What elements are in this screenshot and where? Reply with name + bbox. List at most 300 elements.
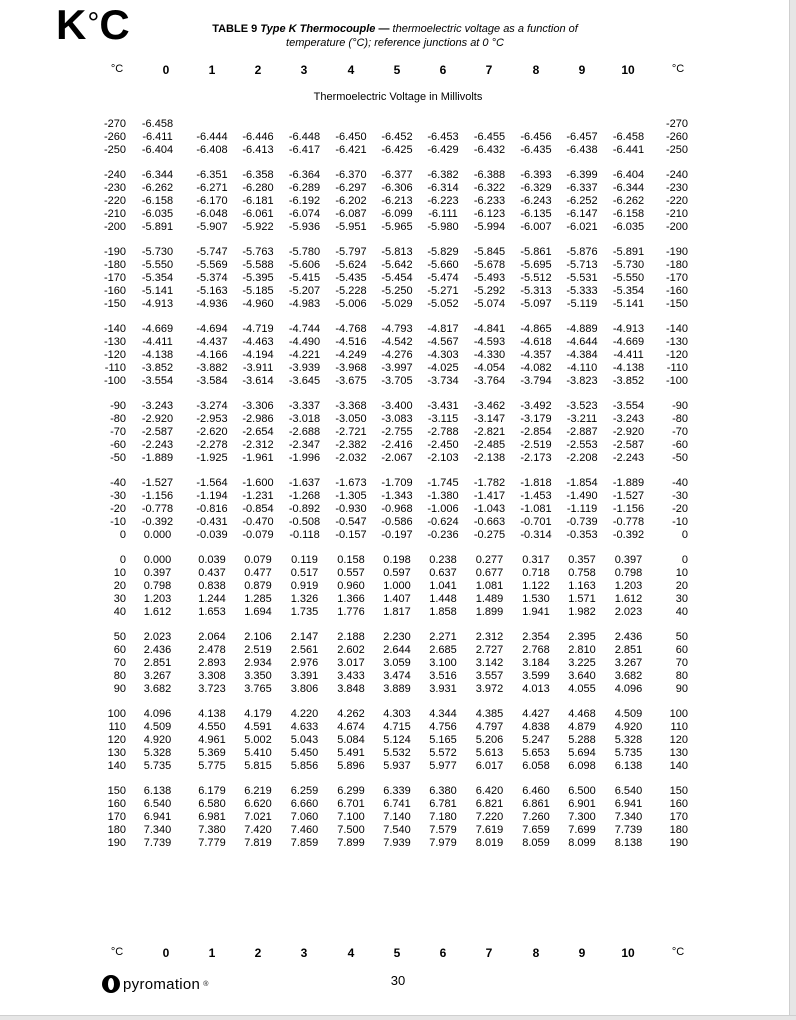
voltage-cell: -6.035 (141, 208, 174, 220)
voltage-cell: -2.654 (242, 426, 274, 438)
voltage-cell: 4.055 (568, 683, 596, 695)
voltage-cell: -4.913 (141, 298, 174, 310)
voltage-cell: -5.531 (566, 272, 598, 284)
voltage-cell: -6.074 (288, 208, 321, 220)
voltage-cell: 5.043 (290, 734, 319, 746)
voltage-cell: -6.213 (381, 195, 413, 207)
row-temp-right: 140 (669, 760, 688, 772)
voltage-cell: 6.941 (143, 811, 172, 823)
voltage-cell: 6.339 (383, 785, 411, 797)
voltage-cell: -5.052 (427, 298, 459, 310)
voltage-cell: 4.427 (522, 708, 550, 720)
voltage-cell: 8.019 (475, 837, 504, 849)
voltage-cell: 2.851 (614, 644, 643, 656)
voltage-cell: 1.817 (383, 606, 411, 618)
voltage-cell: -6.404 (141, 144, 174, 156)
voltage-cell: 2.106 (244, 631, 272, 643)
voltage-cell: -2.382 (335, 439, 367, 451)
voltage-cell: 6.901 (568, 798, 596, 810)
voltage-cell: -5.474 (427, 272, 459, 284)
voltage-cell: -2.688 (288, 426, 321, 438)
column-header-7: 7 (485, 946, 493, 960)
voltage-cell: -0.547 (335, 516, 367, 528)
voltage-cell: 0.437 (198, 567, 226, 579)
row-temp-left: -10 (110, 516, 126, 528)
voltage-cell: 4.838 (522, 721, 550, 733)
row-temp-right: 70 (675, 657, 688, 669)
voltage-cell: 5.328 (614, 734, 643, 746)
voltage-cell: -4.865 (520, 323, 552, 335)
table-row (0, 837, 688, 850)
voltage-cell: -3.852 (141, 362, 174, 374)
table-row (0, 400, 688, 413)
voltage-cell: -6.358 (242, 169, 274, 181)
voltage-cell: -5.922 (242, 221, 274, 233)
group-spacer (0, 234, 688, 246)
voltage-cell: -4.110 (566, 362, 598, 374)
voltage-cell: -6.444 (196, 131, 228, 143)
voltage-cell: -6.262 (612, 195, 645, 207)
voltage-cell: 4.468 (568, 708, 596, 720)
voltage-cell: -5.119 (566, 298, 598, 310)
voltage-cell: 5.896 (337, 760, 365, 772)
voltage-cell: 3.142 (475, 657, 504, 669)
table-row (0, 747, 688, 760)
voltage-cell: -6.425 (381, 144, 413, 156)
voltage-cell: 2.023 (143, 631, 172, 643)
row-temp-right: 130 (669, 747, 688, 759)
row-temp-right: -100 (665, 375, 688, 387)
unit-label-left: °C (110, 63, 124, 75)
voltage-cell: 3.059 (383, 657, 411, 669)
k-celsius-logo: K°C (56, 1, 129, 48)
row-temp-left: 130 (107, 747, 126, 759)
voltage-cell: 0.557 (337, 567, 365, 579)
table-row (0, 221, 688, 234)
voltage-cell: 0.517 (290, 567, 319, 579)
voltage-cell: -4.644 (566, 336, 598, 348)
voltage-cell: -6.306 (381, 182, 413, 194)
page-right-edge (789, 0, 796, 1020)
voltage-cell: -6.329 (520, 182, 552, 194)
voltage-cell: -1.637 (288, 477, 321, 489)
row-temp-right: -250 (665, 144, 688, 156)
row-temp-right: -50 (672, 452, 688, 464)
voltage-cell: -6.233 (473, 195, 506, 207)
voltage-cell: -3.645 (288, 375, 321, 387)
voltage-cell: 0.198 (383, 554, 411, 566)
voltage-cell: -2.519 (520, 439, 552, 451)
voltage-cell: -5.141 (612, 298, 645, 310)
voltage-cell: -1.417 (473, 490, 506, 502)
voltage-cell: 7.779 (198, 837, 226, 849)
row-temp-right: -190 (665, 246, 688, 258)
voltage-cell: 7.021 (244, 811, 272, 823)
row-temp-left: 50 (113, 631, 126, 643)
table-row (0, 323, 688, 336)
voltage-cell: 5.815 (244, 760, 272, 772)
voltage-cell: 4.920 (143, 734, 172, 746)
row-temp-right: -270 (665, 118, 688, 130)
voltage-cell: -0.739 (566, 516, 598, 528)
voltage-cell: -6.087 (335, 208, 367, 220)
voltage-cell: -3.794 (520, 375, 552, 387)
voltage-cell: -6.007 (520, 221, 552, 233)
voltage-cell: -4.082 (520, 362, 552, 374)
voltage-cell: -5.512 (520, 272, 552, 284)
voltage-cell: -1.343 (381, 490, 413, 502)
voltage-cell: -0.778 (612, 516, 645, 528)
voltage-cell: -1.156 (141, 490, 174, 502)
voltage-cell: -5.907 (196, 221, 228, 233)
voltage-cell: -6.393 (520, 169, 552, 181)
voltage-cell: -6.429 (427, 144, 459, 156)
voltage-cell: -5.936 (288, 221, 321, 233)
voltage-cell: -5.454 (381, 272, 413, 284)
voltage-cell: 3.682 (614, 670, 643, 682)
voltage-cell: 1.653 (198, 606, 226, 618)
voltage-cell: -3.997 (381, 362, 413, 374)
voltage-cell: -6.061 (242, 208, 274, 220)
voltage-cell: 5.002 (244, 734, 272, 746)
voltage-cell: 4.674 (337, 721, 365, 733)
table-row (0, 708, 688, 721)
table-subtitle: Thermoelectric Voltage in Millivolts (313, 91, 483, 103)
voltage-cell: 0.397 (143, 567, 172, 579)
voltage-cell: 0.357 (568, 554, 596, 566)
voltage-cell: -0.701 (520, 516, 552, 528)
table-row (0, 785, 688, 798)
voltage-cell: 0.597 (383, 567, 411, 579)
voltage-cell: 5.572 (429, 747, 457, 759)
row-temp-right: 180 (669, 824, 688, 836)
voltage-cell: 5.613 (475, 747, 504, 759)
voltage-cell: -1.961 (242, 452, 274, 464)
voltage-cell: -2.485 (473, 439, 506, 451)
voltage-cell: -3.911 (242, 362, 274, 374)
voltage-cell (189, 118, 235, 131)
voltage-cell: -6.404 (612, 169, 645, 181)
voltage-cell: 3.806 (290, 683, 319, 695)
voltage-cell: -4.357 (520, 349, 552, 361)
voltage-cell: -6.408 (196, 144, 228, 156)
voltage-cell: -6.223 (427, 195, 459, 207)
voltage-cell: 2.188 (337, 631, 365, 643)
voltage-cell: -3.243 (141, 400, 174, 412)
voltage-cell: 7.819 (244, 837, 272, 849)
table-row (0, 131, 688, 144)
voltage-cell: 2.436 (143, 644, 172, 656)
voltage-cell: -1.818 (520, 477, 552, 489)
voltage-cell: -5.797 (335, 246, 367, 258)
table-row (0, 490, 688, 503)
voltage-cell: 0.079 (244, 554, 272, 566)
voltage-cell: -0.892 (288, 503, 321, 515)
voltage-cell: 4.509 (614, 708, 643, 720)
voltage-cell: 0.919 (290, 580, 319, 592)
voltage-cell: -4.194 (242, 349, 274, 361)
voltage-cell: -3.462 (473, 400, 506, 412)
voltage-cell: 3.889 (383, 683, 411, 695)
voltage-cell: -1.043 (473, 503, 506, 515)
voltage-cell: -3.523 (566, 400, 598, 412)
voltage-cell: -5.642 (381, 259, 413, 271)
voltage-cell: 5.653 (522, 747, 550, 759)
voltage-cell: -6.455 (473, 131, 506, 143)
voltage-cell: 3.682 (143, 683, 172, 695)
voltage-cell: -5.354 (141, 272, 174, 284)
unit-label-right: °C (671, 63, 685, 75)
row-temp-right: 170 (669, 811, 688, 823)
voltage-cell: 3.225 (568, 657, 596, 669)
voltage-cell: -6.170 (196, 195, 228, 207)
voltage-cell: 6.540 (143, 798, 172, 810)
voltage-cell: -0.236 (427, 529, 459, 541)
voltage-cell: 6.058 (522, 760, 550, 772)
column-header-3: 3 (300, 946, 308, 960)
voltage-cell: -6.370 (335, 169, 367, 181)
voltage-cell: 8.138 (614, 837, 643, 849)
voltage-cell: 4.220 (290, 708, 319, 720)
voltage-cell: -4.567 (427, 336, 459, 348)
voltage-cell: 1.899 (475, 606, 504, 618)
voltage-cell: 4.591 (244, 721, 272, 733)
voltage-cell: -3.882 (196, 362, 228, 374)
voltage-cell: 7.899 (337, 837, 365, 849)
voltage-cell: 7.300 (568, 811, 596, 823)
voltage-cell: 0.798 (143, 580, 172, 592)
row-temp-left: 90 (113, 683, 126, 695)
table-row (0, 144, 688, 157)
voltage-cell: 6.500 (568, 785, 596, 797)
voltage-cell: 0.277 (475, 554, 504, 566)
row-temp-left: -110 (104, 362, 126, 374)
voltage-cell: 1.000 (383, 580, 411, 592)
voltage-cell: 2.976 (290, 657, 319, 669)
voltage-cell: 4.961 (198, 734, 226, 746)
voltage-cell: 6.660 (290, 798, 319, 810)
voltage-cell: -0.039 (196, 529, 228, 541)
voltage-cell: 2.851 (143, 657, 172, 669)
voltage-cell: -3.083 (381, 413, 413, 425)
voltage-cell: 4.797 (475, 721, 504, 733)
voltage-cell: -4.618 (520, 336, 552, 348)
voltage-cell: -1.600 (242, 477, 274, 489)
voltage-cell: 6.299 (337, 785, 365, 797)
voltage-cell: -6.243 (520, 195, 552, 207)
voltage-cell: -6.441 (612, 144, 645, 156)
voltage-cell: 1.203 (614, 580, 643, 592)
row-temp-right: 150 (669, 785, 688, 797)
voltage-cell: 0.637 (429, 567, 457, 579)
voltage-cell: 5.735 (614, 747, 643, 759)
voltage-cell: 7.260 (522, 811, 550, 823)
row-temp-right: -20 (672, 503, 688, 515)
table-row (0, 336, 688, 349)
row-temp-right: -170 (665, 272, 688, 284)
unit-label-left: °C (110, 946, 124, 958)
voltage-cell: -4.960 (242, 298, 274, 310)
voltage-cell: -1.889 (141, 452, 174, 464)
voltage-cell: -6.413 (242, 144, 274, 156)
voltage-cell: 0.119 (291, 554, 318, 566)
voltage-cell: 2.064 (198, 631, 226, 643)
voltage-cell: 6.098 (568, 760, 596, 772)
voltage-cell: -3.675 (335, 375, 367, 387)
voltage-cell (420, 118, 466, 131)
voltage-cell: -4.719 (242, 323, 274, 335)
voltage-cell: -3.368 (335, 400, 367, 412)
voltage-cell: -2.103 (427, 452, 459, 464)
voltage-cell: -6.448 (288, 131, 321, 143)
voltage-cell: 7.340 (143, 824, 172, 836)
voltage-cell: 6.017 (475, 760, 504, 772)
voltage-cell: -1.782 (473, 477, 506, 489)
table-row (0, 644, 688, 657)
voltage-cell: 3.474 (383, 670, 411, 682)
voltage-cell: -3.274 (196, 400, 228, 412)
voltage-cell: -2.821 (473, 426, 506, 438)
voltage-cell: 5.206 (475, 734, 504, 746)
row-temp-right: -30 (672, 490, 688, 502)
row-temp-right: -220 (665, 195, 688, 207)
table-row (0, 734, 688, 747)
voltage-cell: 4.262 (337, 708, 365, 720)
voltage-cell: -1.231 (242, 490, 274, 502)
voltage-cell: 7.619 (475, 824, 504, 836)
table-row (0, 529, 688, 542)
voltage-cell: 7.460 (290, 824, 319, 836)
voltage-cell: -3.400 (381, 400, 413, 412)
voltage-cell: 0.158 (337, 554, 365, 566)
table-row (0, 580, 688, 593)
row-temp-left: 0 (119, 554, 126, 566)
column-header-3: 3 (300, 63, 308, 77)
voltage-cell: 4.096 (614, 683, 643, 695)
voltage-cell: 4.303 (383, 708, 411, 720)
voltage-cell: 5.410 (244, 747, 272, 759)
voltage-cell: 3.723 (198, 683, 226, 695)
voltage-cell: -6.123 (473, 208, 506, 220)
table-row (0, 182, 688, 195)
voltage-cell: 2.023 (614, 606, 643, 618)
table-row (0, 760, 688, 773)
table-row (0, 259, 688, 272)
row-temp-right: -90 (672, 400, 688, 412)
voltage-cell (559, 118, 605, 131)
voltage-cell: 0.960 (337, 580, 365, 592)
voltage-cell: -6.202 (335, 195, 367, 207)
voltage-cell: -5.845 (473, 246, 506, 258)
voltage-cell: 3.557 (475, 670, 504, 682)
column-header-5: 5 (393, 63, 401, 77)
voltage-cell: -2.986 (242, 413, 274, 425)
voltage-cell: 7.220 (475, 811, 504, 823)
voltage-cell: -3.554 (141, 375, 174, 387)
voltage-cell: -3.584 (196, 375, 228, 387)
column-header-7: 7 (485, 63, 493, 77)
voltage-cell: 0.718 (522, 567, 550, 579)
voltage-cell: -4.138 (141, 349, 174, 361)
voltage-cell: -5.185 (242, 285, 274, 297)
voltage-cell: 3.184 (522, 657, 550, 669)
row-temp-left: 110 (108, 721, 126, 733)
row-temp-left: -100 (103, 375, 126, 387)
voltage-cell: -5.415 (288, 272, 321, 284)
voltage-cell: 1.735 (290, 606, 319, 618)
voltage-cell: -0.392 (612, 529, 645, 541)
row-temp-right: -130 (665, 336, 688, 348)
voltage-cell: 5.856 (290, 760, 319, 772)
voltage-cell: 7.739 (614, 824, 643, 836)
voltage-cell: 0.677 (475, 567, 504, 579)
voltage-cell (235, 118, 281, 131)
group-spacer (0, 465, 688, 477)
voltage-cell: -6.399 (566, 169, 598, 181)
table-row (0, 439, 688, 452)
voltage-cell: 2.312 (475, 631, 504, 643)
voltage-cell: 1.163 (568, 580, 596, 592)
voltage-cell: -4.936 (196, 298, 228, 310)
row-temp-left: 190 (107, 837, 126, 849)
voltage-cell: 1.489 (475, 593, 504, 605)
voltage-cell: -4.166 (196, 349, 228, 361)
voltage-cell: 4.756 (429, 721, 457, 733)
voltage-cell: -6.382 (427, 169, 459, 181)
row-temp-right: 100 (669, 708, 688, 720)
unit-label-right: °C (671, 946, 685, 958)
table-row (0, 657, 688, 670)
page-number: 30 (390, 973, 406, 988)
voltage-cell: -4.593 (473, 336, 506, 348)
voltage-cell: -4.841 (473, 323, 506, 335)
group-spacer (0, 157, 688, 169)
table-row (0, 349, 688, 362)
voltage-cell: 3.433 (337, 670, 365, 682)
voltage-cell: -5.354 (612, 285, 645, 297)
voltage-cell: 1.366 (337, 593, 365, 605)
row-temp-left: 170 (107, 811, 126, 823)
column-header-10: 10 (621, 63, 635, 77)
voltage-cell: 1.571 (568, 593, 596, 605)
voltage-cell: -6.456 (520, 131, 552, 143)
row-temp-left: -270 (103, 118, 126, 130)
voltage-cell: -4.516 (335, 336, 367, 348)
voltage-cell: -2.587 (141, 426, 174, 438)
row-temp-left: -40 (110, 477, 126, 489)
voltage-cell: -2.312 (242, 439, 274, 451)
row-temp-right: -160 (665, 285, 688, 297)
voltage-cell: -1.709 (381, 477, 413, 489)
voltage-cell: -3.243 (612, 413, 645, 425)
voltage-cell: 2.519 (244, 644, 272, 656)
voltage-cell: 5.328 (143, 747, 172, 759)
voltage-cell: -0.586 (381, 516, 413, 528)
voltage-cell: -5.730 (141, 246, 174, 258)
voltage-cell: -6.147 (566, 208, 598, 220)
voltage-cell: 3.640 (568, 670, 596, 682)
voltage-cell: 6.380 (429, 785, 457, 797)
voltage-cell: 0.238 (429, 554, 457, 566)
voltage-cell: 6.138 (143, 785, 172, 797)
voltage-cell: -4.793 (381, 323, 413, 335)
voltage-cell: -0.624 (427, 516, 459, 528)
row-temp-right: -180 (665, 259, 688, 271)
voltage-cell: 6.580 (198, 798, 226, 810)
voltage-cell: 3.765 (244, 683, 272, 695)
group-spacer (0, 311, 688, 323)
voltage-cell: -4.411 (613, 349, 644, 361)
